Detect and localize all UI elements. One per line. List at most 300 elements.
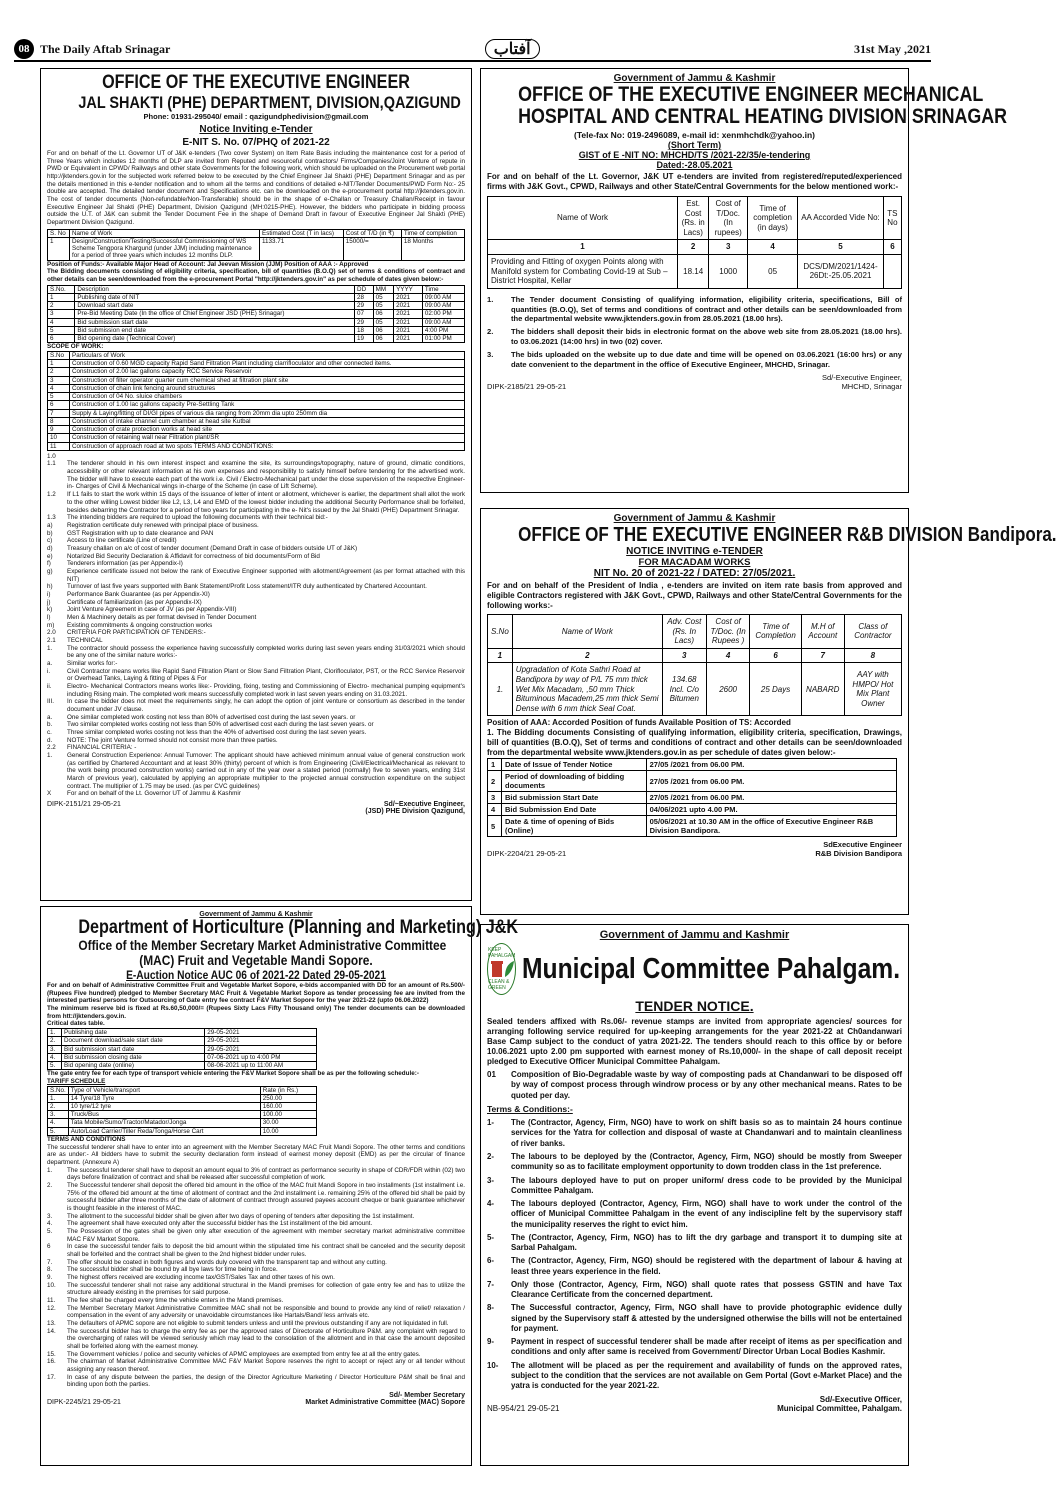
term-text: The Member Secretary Market Administrative Committee MAC shall not be responsible and bound to provide any kind of relief/ relaxation / compensation in the event of any adversity or unavoidable circumstances like Hartals/Band/ less arrivals etc.: [67, 1304, 465, 1320]
sig-line: Sd/~Executive Engineer,: [383, 801, 465, 809]
table-header-cell: Cost of T/Doc. (In rupees): [709, 197, 748, 240]
list-item: [47, 491, 465, 514]
term-text: The successful tenderer shall not raise any additional structural in the Mandi premises for collection of gate entry fee and has to utilize the structure already existing in the premises for said purpose.: [67, 1281, 465, 1297]
table-row: [488, 771, 897, 792]
sig-line: R&B Division Bandipora: [815, 849, 902, 859]
term-number: 1.: [47, 644, 53, 652]
ad4-gate: The gate entry fee for each type of transport vehicle entering the F&V Market Sopore shall be as per the following schedule:-: [47, 1070, 419, 1078]
ad3-position: Position of AAA: Accorded Position of funds Available Position of TS: Accorded: [487, 718, 791, 728]
term-number: 1.: [47, 1166, 53, 1174]
list-item: [487, 350, 902, 370]
scope-cell: Construction of approach road at two spots TERMS AND CONDITIONS:: [70, 442, 465, 450]
date-cell: Bid submission start date: [62, 1045, 205, 1053]
list-item: [47, 599, 465, 607]
list-item: [47, 637, 465, 645]
list-item: [487, 1361, 902, 1392]
schedule-cell: 09:00 AM: [422, 318, 464, 326]
term-number: k): [47, 606, 53, 614]
ad1-funds: Position of Funds:- Available Major Head of Account: Jal Jeevan Mission (JJM) Position of AAA :- Approved: [47, 260, 369, 268]
work-header-cell: S. No: [48, 229, 70, 237]
list-item: [47, 583, 465, 591]
term-text: CRITERIA FOR PARTICIPATION OF TENDERS:-: [67, 629, 206, 637]
list-item: [47, 729, 465, 737]
ad2-gist: GIST of E -NIT NO: MHCHD/TS /2021-22/35/e-tendering: [578, 150, 811, 160]
column-number-cell: 3: [709, 240, 748, 255]
term-text: Similar works for:-: [67, 659, 118, 667]
rate-cell: 3.: [48, 1111, 69, 1119]
issue-date: 31st May ,2021: [853, 41, 931, 56]
table-row: [48, 1127, 317, 1135]
table-row: [48, 318, 465, 326]
bin-icon: [489, 959, 515, 979]
schedule-cell: Bid submission end date: [75, 326, 355, 334]
list-item: [487, 327, 902, 347]
sig-line: Municipal Committee, Pahalgam.: [777, 1403, 902, 1413]
ad3-nit: NIT No. 20 of 2021-22 / DATED: 27/05/2021.: [593, 568, 796, 579]
scope-cell: 6: [48, 401, 70, 409]
term-number: 2.0: [47, 629, 56, 637]
schedule-cell: 29: [355, 302, 374, 310]
date-cell: 07-06-2021 up to 4:00 PM: [205, 1053, 317, 1061]
table-row: [48, 1045, 317, 1053]
date-cell: Document download/sale start date: [62, 1037, 205, 1045]
ad4-title-4: E-Auction Notice AUC 06 of 2021-22 Dated 29-05-2021: [126, 968, 386, 982]
term-number: 7.: [47, 1258, 53, 1266]
list-item: [47, 1320, 465, 1328]
schedule-cell: 1: [488, 759, 502, 771]
list-item: [47, 1358, 465, 1373]
date-cell: 29-05-2021: [205, 1029, 317, 1037]
term-number: e): [47, 552, 53, 560]
term-number: 11.: [47, 1297, 56, 1305]
list-item: [47, 560, 465, 568]
ad2-contact: (Tele-fax No: 019-2496089, e-mail id: xenmhchdk@yahoo.in): [573, 130, 815, 140]
table-row: [48, 310, 465, 318]
list-item: [47, 744, 465, 752]
term-text: In case of any dispute between the parties, the design of the Director Agriculture Marketing / Director Horticulture P&M shall be final and binding upon both the parties.: [67, 1373, 465, 1389]
item-number: 01: [487, 1070, 496, 1079]
ad5-terms: [487, 1118, 902, 1391]
rate-cell: Auto/Load Carrier/Tiller Reda/Tonga/Horse Cart: [68, 1127, 260, 1135]
rate-cell: Tata Mobile/Sumo/Tractor/Matador/Jonga: [68, 1119, 260, 1127]
schedule-cell: 09:00 AM: [422, 293, 464, 301]
table-row: [48, 426, 465, 434]
list-item: [47, 1220, 465, 1228]
table-row: [48, 335, 465, 343]
column-number-cell: 6: [883, 240, 901, 255]
scope-cell: 3: [48, 376, 70, 384]
table-cell: 05: [748, 254, 798, 288]
term-number: 7-: [487, 1279, 495, 1289]
term-number: 6: [47, 1243, 51, 1251]
list-item: [47, 460, 465, 491]
ad3-bidding: 1. The Bidding documents Consisting of qualifying information, eligibility criteria, specification, Drawings, bill of quantities (B.O.Q), Set of terms and conditions of contract and other details can be seen/downloaded from the departmental website www.jktenders.gov.in as per schedule of dates given below:-: [487, 728, 902, 758]
list-item: [47, 591, 465, 599]
ad5-signature: [487, 1395, 902, 1413]
list-item: [47, 606, 465, 614]
list-item: [47, 1374, 465, 1389]
term-text: Performance Bank Guarantee (as per Appendix-XI): [67, 590, 210, 598]
schedule-cell: 2: [488, 771, 502, 792]
rate-cell: 2.: [48, 1103, 69, 1111]
table-cell: 1000: [709, 254, 748, 288]
table-cell: NABARD: [801, 663, 844, 716]
ad5-nb: NB-954/21 29-05-21: [487, 1403, 560, 1413]
table-row: [48, 368, 465, 376]
table-row: [48, 376, 465, 384]
ad1-scope-title: SCOPE OF WORK:: [47, 343, 104, 351]
table-row: [48, 1094, 317, 1102]
term-text: In case the bidder does not meet the requirements singly, he can adopt the option of joint venture or consortium as described in the tender document under JV clause.: [67, 698, 465, 713]
schedule-cell: Bid opening date (Technical Cover): [75, 335, 355, 343]
term-text: Joint Venture Agreement in case of JV (as per Appendix-VIII): [67, 606, 237, 614]
ad4-tc: TERMS AND CONDITIONS: [47, 1135, 126, 1143]
date-cell: 4.: [48, 1053, 62, 1061]
schedule-cell: 07: [355, 310, 374, 318]
list-item: [47, 568, 465, 583]
term-text: The allotment to the successful bidder shall be given after two days of opening of tenders after depositing the 1st installment.: [67, 1212, 415, 1220]
term-number: a): [47, 521, 53, 529]
list-item: [47, 545, 465, 553]
table-row: [48, 1119, 317, 1127]
term-text: The chairman of Market Administrative Committee MAC F&V Market Sopore reserves the right to accept or reject any or all tender without assigning any reason thereof.: [67, 1358, 465, 1374]
list-item: [47, 553, 465, 561]
date-cell: 29-05-2021: [205, 1045, 317, 1053]
scope-cell: 2: [48, 368, 70, 376]
sig-line: Sd/- Member Secretary: [389, 1392, 465, 1400]
term-text: The defaulters of APMC sopore are not eligible to submit tenders unless and until the previous outstanding if any are not liquidated in full.: [67, 1320, 449, 1328]
table-row: [48, 360, 465, 368]
date-cell: 08-06-2021 up to 11:00 AM: [205, 1061, 317, 1069]
sig-line: MHCHD, Srinagar: [841, 381, 902, 391]
schedule-cell: 5: [488, 816, 502, 837]
term-number: 1.: [47, 752, 53, 759]
column-number-cell: 4: [706, 648, 750, 663]
table-row: [48, 1029, 317, 1037]
table-row: [48, 1053, 317, 1061]
schedule-cell: 05: [373, 302, 393, 310]
schedule-cell: 3: [48, 310, 75, 318]
list-item: [47, 1274, 465, 1282]
table-cell: 25 Days: [750, 663, 801, 716]
sig-line: SdExecutive Engineer: [823, 840, 902, 850]
ad1-terms: [47, 453, 465, 798]
column-number-cell: 8: [844, 648, 901, 663]
table-header-cell: Name of Work: [512, 615, 662, 649]
ad2-dipk: DIPK-2185/21 29-05-21: [487, 381, 567, 391]
rate-cell: 30.00: [260, 1119, 316, 1127]
term-text: Payment in respect of successful tenderer shall be made after receipt of items as per specification and conditions and only after same is received from Government/ Director Urban Local Bodies Kashmir.: [511, 1337, 902, 1357]
ad5-title: Municipal Committee Pahalgam.: [522, 953, 901, 985]
note-text: The bids uploaded on the website up to due date and time will be opened on 03.06.2021 (16:00 hrs) or any date convenient to the department in the office of Executive Engineer, MHCHD, Srinagar.: [511, 350, 902, 369]
term-number: i.: [47, 667, 51, 675]
schedule-cell: Date of Issue of Tender Notice: [502, 759, 647, 771]
ad3-signature: [487, 840, 902, 858]
table-header-cell: TS No: [883, 197, 901, 240]
date-cell: 2.: [48, 1037, 62, 1045]
table-row: [48, 293, 465, 301]
term-number: c.: [47, 728, 52, 736]
term-text: The allotment will be placed as per the requirement and availability of funds on the approved rates, subject to the condition that the services are not available on Gem Portal (Govt e-Market Place) and the yatra is conducted for the year 2021-22.: [511, 1360, 902, 1391]
term-text: If L1 fails to start the work within 15 days of the issuance of letter of intent or allotment, whichever is earlier, the department shall allot the work to the other willing Lowest bidder like L2, L3, L4 and EMD of the lowest bidder including the additional Security Performance shall be forfeited, besides debarring the Contractor for a period of two years for participating in the e- Nit's issued by the Jal Shakti (PHE) Department Srinagar.: [67, 491, 465, 514]
term-text: General Construction Experience: Annual Turnover: The applicant should have achieved minimum annual value of general construction work (as certified by Chartered Accountant and at least 30% (thirty) percent of which is from Engineering (Civil/Electrical/Mechanical as relevant to the work being procured construction works) carried out in any of the year over a stated period (normally) five to seven years, ending 31st March of previous year), calculated by applying an appropriate multiplier to the projected annual construction expenditure on the subject contract. The multiplier of 1.75 may be used. (as per CVC guidelines): [67, 752, 465, 790]
note-text: The bidders shall deposit their bids in electronic format on the above web site from 28.05.2021 (18.00 hrs). to 03.06.2021 (14:00 hrs) in two (02) cover.: [511, 327, 902, 347]
list-item: [47, 721, 465, 729]
work-header-cell: Cost of T/D (in ₹): [343, 229, 401, 237]
term-number: 9-: [487, 1337, 495, 1347]
table-cell: 18.14: [678, 254, 709, 288]
term-number: 9.: [47, 1274, 53, 1282]
ad4-title-1: Department of Horticulture (Planning and Marketing) J&K: [78, 917, 519, 938]
table-header-cell: S.No: [488, 615, 513, 649]
ad5-gov: Government of Jammu and Kashmir: [599, 929, 790, 941]
ad5-notice: TENDER NOTICE.: [635, 998, 754, 1014]
list-item: [487, 1256, 902, 1277]
term-text: Electro- Mechanical Contractors means works like:- Providing, fixing, testing and Commissioning of Electro- mechanical pumping equipment's including Rising main. The completed work means successfully completed work in last seven years ending on 31.03.2021.: [67, 682, 465, 698]
term-number: 1.0: [47, 452, 56, 460]
table-cell: 2600: [706, 663, 750, 716]
ad4-dates-table: [47, 1028, 317, 1070]
schedule-cell: Bid submission start date: [75, 318, 355, 326]
scope-cell: Construction of intake channel cum chamber at head site Kutbal: [70, 417, 465, 425]
term-number: 1.3: [47, 514, 56, 522]
scope-cell: 10: [48, 434, 70, 442]
list-item: [47, 698, 465, 713]
table-cell: DCS/DM/2021/1424-26Dt:-25.05.2021: [798, 254, 884, 288]
schedule-cell: 02:00 PM: [422, 310, 464, 318]
ad2-signature: [487, 373, 902, 391]
sig-line: Sd/-Executive Engineer,: [821, 372, 902, 382]
ad2-gov: Government of Jammu & Kashmir: [613, 73, 776, 84]
list-item: [47, 1351, 465, 1359]
term-number: 2.: [47, 1181, 53, 1189]
scope-cell: 8: [48, 417, 70, 425]
scope-cell: Construction of 0.60 MGD capacity Rapid Sand Filtration Plant including clarrifloculator and other connected items.: [70, 360, 465, 368]
work-cell: 1133.71: [260, 237, 344, 260]
list-item: [487, 1152, 902, 1173]
schedule-cell: 06: [373, 310, 393, 318]
term-text: Three similar completed works costing not less than the 40% of advertised cost during the last seven years.: [67, 728, 367, 736]
list-item: [47, 668, 465, 683]
column-number-cell: 6: [750, 648, 801, 663]
schedule-cell: 2021: [394, 326, 423, 334]
ad-municipal-pahalgam: [480, 924, 909, 1466]
scope-cell: Supply & Laying/fitting of DI/GI pipes of various dia ranging from 20mm dia upto 250mm dia: [70, 409, 465, 417]
masthead: [14, 38, 931, 62]
schedule-cell: 06: [373, 335, 393, 343]
term-text: Experience certificate issued not below the rank of Executive Engineer supported with allotment/Agreement (as per format attached with this NIT): [67, 567, 465, 583]
term-number: l): [47, 613, 51, 621]
sig-line: Market Administrative Committee (MAC) Sopore: [305, 1399, 465, 1407]
table-header-cell: Name of Work: [488, 197, 678, 240]
list-item: [487, 1176, 902, 1197]
work-cell: Design/Construction/Testing/Successful Commissioning of WS Scheme Tengpora Khargund (under JJM) including maintenance for a period of three years which includes 12 months DLP.: [70, 237, 260, 260]
list-item: [487, 1233, 902, 1254]
list-item: [47, 522, 465, 530]
table-row: [48, 1037, 317, 1045]
date-cell: Bid opening date (online): [62, 1061, 205, 1069]
term-text: Only those (Contractor, Agency, Firm, NGO) shall quote rates that possess GSTIN and have Tax Clearance Certificate from the concerned department.: [511, 1279, 902, 1300]
schedule-cell: 6: [48, 335, 75, 343]
term-text: Registration certificate duly renewed with principal place of business.: [67, 521, 259, 529]
list-item: [47, 752, 465, 790]
term-text: The agreement shall have executed only after the successful bidder has the 1st installment of the bid amount.: [67, 1220, 373, 1228]
list-item: [47, 537, 465, 545]
ad4-min: The minimum reserve bid is fixed at Rs.60,50,000/= (Rupees Sixty Lacs Fifty Thousand only) The tender documents can be downloaded from htt://jktenders.gov.in.: [47, 1005, 465, 1020]
scope-cell: 7: [48, 409, 70, 417]
sig-line: (JSD) PHE Division Qazigund,: [365, 808, 465, 816]
list-item: [487, 1118, 902, 1149]
scope-cell: S.No: [48, 351, 70, 359]
table-row: [48, 351, 465, 359]
term-number: 17.: [47, 1373, 56, 1381]
list-item: [487, 295, 902, 325]
rate-cell: 160.00: [260, 1103, 316, 1111]
schedule-cell: 4: [488, 804, 502, 816]
term-number: 2.1: [47, 636, 56, 644]
list-item: [47, 1305, 465, 1320]
schedule-cell: 1: [48, 293, 75, 301]
column-number-cell: 1: [488, 648, 513, 663]
term-text: For and on behalf of the Lt. Governor UT of Jammu & Kashmir: [67, 790, 241, 798]
rate-cell: 4.: [48, 1119, 69, 1127]
date-cell: 1.: [48, 1029, 62, 1037]
rate-cell: S.No.: [48, 1086, 69, 1094]
schedule-cell: 19: [355, 335, 374, 343]
list-item: [47, 1328, 465, 1351]
rate-cell: 14 Tyre/18 Tyre: [68, 1094, 260, 1102]
table-cell: 1.: [488, 663, 513, 716]
ad3-gov: Government of Jammu & Kashmir: [613, 513, 776, 524]
table-row: [48, 442, 465, 450]
scope-cell: Particulars of Work: [70, 351, 465, 359]
ad-mhchd-srinagar: [480, 68, 1008, 493]
term-number: a.: [47, 713, 53, 721]
table-header-cell: Time of completion (in days): [748, 197, 798, 240]
note-number: 1.: [487, 294, 494, 304]
ad5-intro: Sealed tenders affixed with Rs.06/- revenue stamps are invited from appropriate agencies/ sources for arranging following service required for up-keeping arrangements for the year 2021-22 at Ch0andanwari Base Camp subject to the conduct of yatra 2021-22. The tenders should reach to this office by or before 10.06.2021 upto 2.00 pm supported with earnest money of Rs.10,000/- in the shape of call deposit receipt pledged to Executive Officer Municipal Committee Pahalgam.: [487, 1017, 902, 1066]
scope-cell: Construction of filter operator quarter cum chemical shed at filtration plant site: [70, 376, 465, 384]
column-number-cell: 1: [488, 240, 678, 255]
ad3-for: FOR MACADAM WORKS: [638, 557, 751, 568]
ad1-contact: Phone: 01931-295040/ email : qazigundphedivision@gmail.com: [143, 112, 369, 121]
ad-jal-shakti-qazigund: [40, 68, 472, 901]
ad5-tc: Terms & Conditions:-: [487, 1104, 573, 1115]
logo-text: KEEP PAHALGAM: [488, 947, 516, 959]
term-number: 5.: [47, 1228, 53, 1236]
scope-cell: 11: [48, 442, 70, 450]
schedule-cell: Bid Submission End Date: [502, 804, 647, 816]
table-row: [48, 393, 465, 401]
table-cell: Upgradation of Kota Sathri Road at Bandipora by way of P/L 75 mm thick Wet Mix Macadam, ,50 mm Thick Bituminous Macadem,25 mm thick Semi Dense with 6 mm thick Seal Coat.: [512, 663, 662, 716]
schedule-cell: 05/06/2021 at 10.30 AM in the office of Executive Engineer R&B Division Bandipora.: [646, 816, 896, 837]
table-row: [48, 409, 465, 417]
ad3-work-table: [487, 614, 902, 716]
rate-cell: Truck/Bus: [68, 1111, 260, 1119]
list-item: [47, 714, 465, 722]
term-text: Certificate of familiarization (as per Appendix-IX): [67, 598, 202, 606]
rate-cell: Rate (in Rs.): [260, 1086, 316, 1094]
schedule-cell: 18: [355, 326, 374, 334]
note-number: 2.: [487, 327, 494, 337]
table-row: [488, 816, 897, 837]
schedule-cell: 5: [48, 326, 75, 334]
term-text: NOTE: The joint Venture formed should not consist more than three parties.: [67, 736, 278, 744]
ad2-dated: Dated:-28.05.2021: [656, 160, 733, 170]
ad4-tariff: TARIFF SCHEDULE: [47, 1077, 106, 1085]
list-item: [47, 514, 465, 522]
ad3-schedule-table: [487, 758, 897, 837]
schedule-header-cell: YYYY: [394, 285, 423, 293]
list-item: [47, 1182, 465, 1213]
term-text: Treasury challan on a/c of cost of tender document (Demand Draft in case of bidders outside UT of J&K): [67, 544, 358, 552]
term-number: III.: [47, 698, 54, 706]
term-number: 4.: [47, 1220, 53, 1228]
term-number: 10-: [487, 1360, 499, 1370]
ad2-title-1: OFFICE OF THE EXECUTIVE ENGINEER MECHANICAL: [518, 83, 984, 106]
schedule-cell: 27/05 /2021 from 06.00 PM.: [646, 792, 896, 804]
table-row: [48, 1111, 317, 1119]
date-cell: 5.: [48, 1061, 62, 1069]
ad2-title-2: HOSPITAL AND CENTRAL HEATING DIVISION SRINAGAR: [518, 105, 1008, 128]
note-number: 3.: [487, 350, 494, 360]
term-text: FINANCIAL CRITERIA: -: [67, 744, 137, 752]
ad1-signature: [47, 801, 465, 815]
column-number-cell: 4: [748, 240, 798, 255]
rate-cell: Type of Vehicle/transport: [68, 1086, 260, 1094]
list-item: [47, 1243, 465, 1258]
term-text: GST Registration with up to date clearance and PAN: [67, 529, 214, 537]
schedule-header-cell: DD: [355, 285, 374, 293]
scope-cell: Construction of 1.00 lac gallons capacity Pre-Settling Tank: [70, 401, 465, 409]
work-header-cell: Estimated Cost (T in lacs): [260, 229, 344, 237]
table-row: [48, 1086, 317, 1094]
term-text: The successful bidder shall be bound by all bye laws for time being in force.: [67, 1266, 278, 1274]
ad2-intro: For and on behalf of the Lt. Governor, J&K UT e-tenders are invited from registered/reputed/experienced firms with J&K Govt., CPWD, Railways and other State/Central Governments for the below mentioned work:-: [487, 172, 902, 191]
rate-cell: 10.00: [260, 1127, 316, 1135]
term-number: d): [47, 544, 53, 552]
term-text: The labours to be deployed by the (Contractor, Agency, Firm, NGO) should be mostly from Sweeper community so as to facilitate employment opportunity to down trodden class in the 1st preference.: [511, 1151, 902, 1172]
term-text: In case the successful tender fails to deposit the bid amount within the stipulated time his contract shall be canceled and the security deposit shall be forfeited and the contract shall be given to the 2nd highest bidder under rules.: [67, 1243, 465, 1259]
schedule-cell: 2: [48, 302, 75, 310]
ad1-schedule-table: [47, 285, 465, 344]
list-item: [47, 737, 465, 745]
term-number: h): [47, 583, 53, 591]
list-item: [47, 530, 465, 538]
schedule-cell: 3: [488, 792, 502, 804]
list-item: [47, 1282, 465, 1297]
ad1-bidding: The Bidding documents consisting of eligibility criteria, specification, bill of quantities (B.O.Q) set of terms & conditions of contract and other details can be seen/downloaded from the e-procurement Portal "http://jktenders.gov.in" as per schedule of dates given below:-: [47, 268, 465, 283]
rate-cell: 10 tyre/12 tyre: [68, 1103, 260, 1111]
term-text: The (Contractor, Agency, Firm, NGO) have to work on shift basis so as to maintain 24 hours continue services for the Yatra for collection and disposal of waste at Chandanwari and to maintain cleanliness of river banks.: [511, 1118, 902, 1148]
schedule-cell: 28: [355, 293, 374, 301]
term-number: 13.: [47, 1320, 56, 1328]
ad1-department: JAL SHAKTI (PHE) DEPARTMENT, DIVISION,QAZIGUND: [78, 93, 461, 112]
ad2-short: (Short Term): [667, 140, 722, 150]
list-item: [487, 1280, 902, 1301]
schedule-cell: 06: [373, 326, 393, 334]
ad3-title: OFFICE OF THE EXECUTIVE ENGINEER R&B DIVISION Bandipora.: [518, 524, 1057, 546]
term-text: The Successful tenderer shall deposit the offered bid amount in the office of the MAC fruit Mandi Sopore in two installments (1st installment i.e. 75% of the offered bid amount at the time of allotment of contract and the 2nd installment i.e. remaining 25% of the offered bid shall be paid by successful bidder after three months of the date of allotment of contract through assured payees account cheque or bank guarantee whichever is thought feasible in the interest of MAC.: [67, 1181, 465, 1212]
list-item: [47, 790, 465, 798]
term-number: d.: [47, 736, 53, 744]
term-text: The successful tenderer shall have to deposit an amount equal to 3% of contract as performance security in shape of CDR/FDR within (02) two days before finalization of contract and shall be released after successful completion of work.: [67, 1166, 465, 1182]
ad3-dipk: DIPK-2204/21 29-05-21: [487, 849, 567, 859]
term-text: Access to line certificate (Line of credit): [67, 537, 177, 545]
schedule-cell: 27/05 /2021 from 06.00 PM.: [646, 771, 896, 792]
term-text: The (Contractor, Agency, Firm, NGO) should be registered with the department of labour & having at least three years experience in the field.: [511, 1256, 902, 1276]
scope-cell: Construction of retaining wall near Filtration plant/SR: [70, 434, 465, 442]
